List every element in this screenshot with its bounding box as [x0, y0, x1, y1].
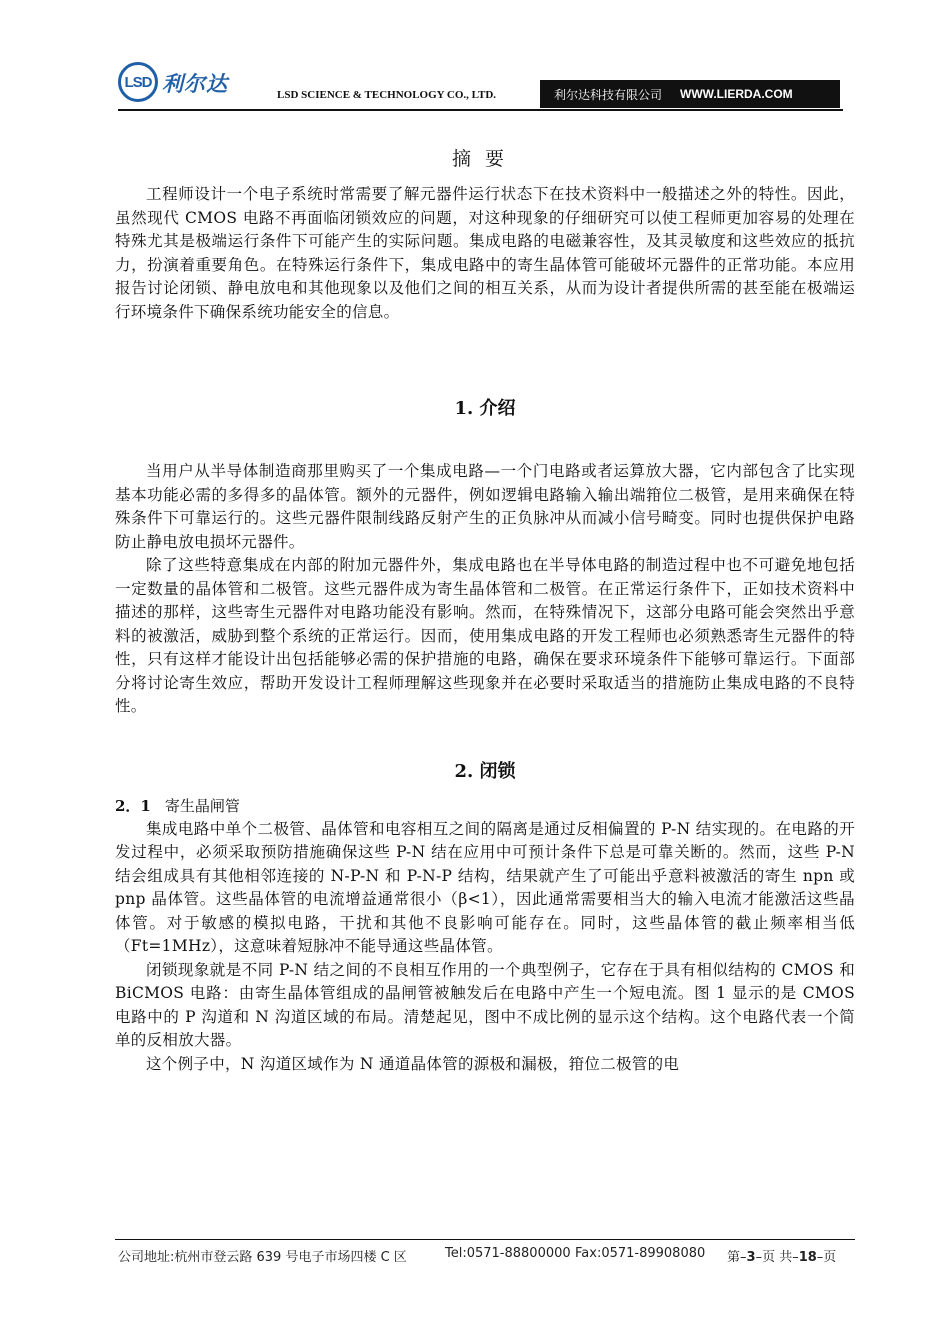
header-divider [118, 109, 843, 111]
page-header [0, 0, 950, 120]
company-name-en: LSD SCIENCE & TECHNOLOGY CO., LTD. [277, 89, 497, 101]
section-2-paragraph-1: 集成电路中单个二极管、晶体管和电容相互之间的隔离是通过反相偏置的 P-N 结实现的。在电路的开发过程中，必须采取预防措施确保这些 P-N 结在应用中可预计条件下总是可靠关断的。然而，这些 P-N 结会组成具有其他相邻连接的 N-P-N 和 P-N-P 结构，结果就产生了可能出乎意料被激活的寄生 npn 或 pnp 晶体管。这些晶体管的电流增益通常很小（β<1），因此通常需要相当大的输入电流才能激活这些晶体管。对于敏感的模拟电路，干扰和其他不良影响可能存在。同时，这些晶体管的截止频率相当低（Ft=1MHz），这意味着短脉冲不能导通这些晶体管。 [115, 819, 855, 955]
document-body [115, 140, 855, 1076]
website-link[interactable]: WWW.LIERDA.COM [680, 87, 793, 101]
page-total: 18 [798, 1250, 817, 1265]
footer-address: 公司地址:杭州市登云路 639 号电子市场四楼 C 区 [118, 1250, 407, 1265]
header-bar [540, 80, 840, 108]
logo-text: 利尔达 [162, 72, 228, 96]
page-indicator [727, 1246, 836, 1265]
section-1-paragraph-2: 除了这些特意集成在内部的附加元器件外，集成电路也在半导体电路的制造过程中也不可避免地包括一定数量的晶体管和二极管。这些元器件成为寄生晶体管和二极管。在正常运行条件下，正如技术资料中描述的那样，这些寄生元器件对电路功能没有影响。然而，在特殊情况下，这部分电路可能会突然出乎意料的被激活，威胁到整个系统的正常运行。因而，使用集成电路的开发工程师也必须熟悉寄生元器件的特性，只有这样才能设计出包括能够必需的保护措施的电路，确保在要求环境条件下能够可靠运行。下面部分将讨论寄生效应，帮助开发设计工程师理解这些现象并在必要时采取适当的措施防止集成电路的不良特性。 [115, 556, 855, 715]
footer-divider [115, 1239, 855, 1240]
abstract-title: 摘要 [451, 148, 518, 170]
page-footer [115, 1246, 855, 1264]
abstract-paragraph: 工程师设计一个电子系统时常需要了解元器件运行状态下在技术资料中一般描述之外的特性。因此，虽然现代 CMOS 电路不再面临闭锁效应的问题，对这种现象的仔细研究可以使工程师更加容易的处理在特殊尤其是极端运行条件下可能产生的实际问题。集成电路的电磁兼容性，及其灵敏度和这些效应的抵抗力，扮演着重要角色。在特殊运行条件下，集成电路中的寄生晶体管可能破坏元器件的正常功能。本应用报告讨论闭锁、静电放电和其他现象以及他们之间的相互关系，从而为设计者提供所需的甚至能在极端运行环境条件下确保系统功能安全的信息。 [115, 185, 855, 321]
footer-tel: Tel:0571-88800000 [445, 1246, 571, 1261]
page-number: 3 [746, 1250, 756, 1265]
logo-mark: LSD [118, 62, 158, 102]
company-logo [118, 60, 248, 110]
subsection-title: 寄生晶闸管 [164, 796, 240, 815]
section-2-heading: 2. 闭锁 [454, 760, 516, 782]
footer-fax: Fax:0571-89908080 [575, 1246, 706, 1261]
subsection-number: 2．1 [115, 796, 151, 815]
company-name-cn: 利尔达科技有限公司 [554, 87, 663, 102]
section-1-paragraph-1: 当用户从半导体制造商那里购买了一个集成电路—一个门电路或者运算放大器，它内部包含了比实现基本功能必需的多得多的晶体管。额外的元器件，例如逻辑电路输入输出端箝位二极管，是用来确保在特殊条件下可靠运行的。这些元器件限制线路反射产生的正负脉冲从而减小信号畸变。同时也提供保护电路防止静电放电损坏元器件。 [115, 462, 855, 551]
page-prefix: 第– [727, 1250, 747, 1265]
section-2-paragraph-3: 这个例子中，N 沟道区域作为 N 通道晶体管的源极和漏极，箝位二极管的电 [146, 1054, 680, 1073]
page-suffix: –页 [816, 1250, 837, 1265]
section-2-paragraph-2: 闭锁现象就是不同 P-N 结之间的不良相互作用的一个典型例子，它存在于具有相似结构的 CMOS 和 BiCMOS 电路：由寄生晶体管组成的晶闸管被触发后在电路中产生一个短电流。图 1 显示的是 CMOS 电路中的 P 沟道和 N 沟道区域的布局。清楚起见，图中不成比例的显示这个结构。这个电路代表一个简单的反相放大器。 [115, 960, 855, 1049]
subsection-2-1-heading [115, 795, 855, 818]
page-mid: –页 共– [755, 1250, 799, 1265]
section-1-heading: 1. 介绍 [454, 398, 516, 419]
